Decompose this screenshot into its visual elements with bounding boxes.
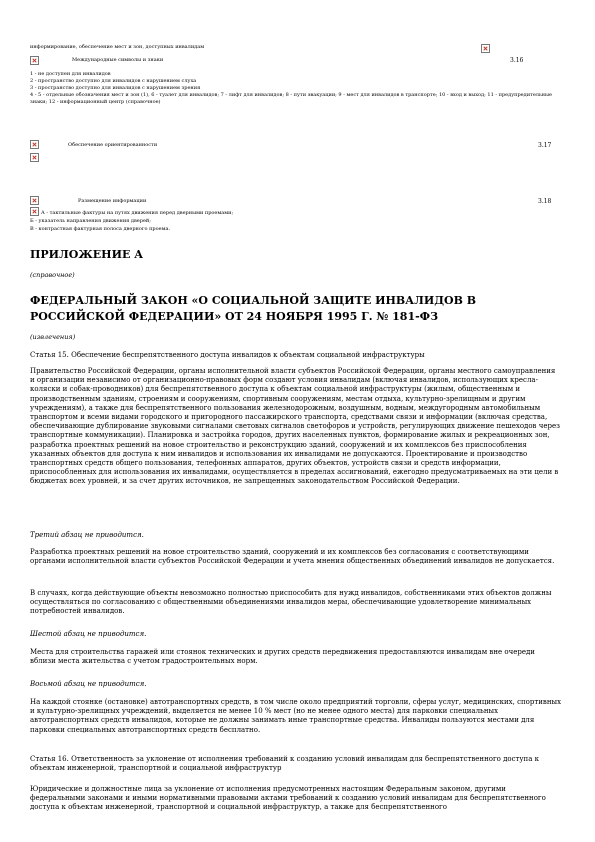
figure-number: 3.17 [538, 142, 552, 149]
legend-line: Б - указатель направления движения дверей; [30, 218, 151, 224]
paragraph-note: Шестой абзац не приводится. [30, 630, 147, 638]
paragraph-note: Восьмой абзац не приводится. [30, 680, 147, 688]
paragraph: Правительство Российской Федерации, органы исполнительной власти субъектов Российской Федерации, органы местного самоуправления и организации независимо от организационно-правовых форм создают условия инвалидам (включая инвалидов, использующих кресла-коляски и собак-проводников) для беспрепятственного доступа к объектам социальной инфраструктуры (жилым, общественным и производственным зданиям, строениям и сооружениям, спортивным сооружениям, местам отдыха, культурно-зрелищным и другим учреждениям), а также для беспрепятственного пользования железнодорожным, воздушным, водным, междугородным автомобильным транспортом и всеми видами городского и пригородного пассажирского транспорта, средствами связи и информации (включая средства, обеспечивающие дублирование звуковыми сигналами световых сигналов светофоров и устройств, регулирующих движение пешеходов через транспортные коммуникации). Планировка и застройка городов, других населенных пунктов, формирование жилых и рекреационных зон, разработка проектных решений на новое строительство и реконструкцию зданий, сооружений и их комплексов без приспособления указанных объектов для доступа к ним инвалидов и использования их инвалидами не допускаются. Проектирование и производство транспортных средств общего пользования, телефонных аппаратов, других объектов, устройств связи и средств информации, приспособленных для использования их инвалидами, осуществляется в пределах ассигнований, ежегодно предусматриваемых на эти цели в бюджетах всех уровней, и за счет других источников, не запрещенных законодательством Российской Федерации. [30, 367, 560, 486]
paragraph: Разработка проектных решений на новое строительство зданий, сооружений и их комплексов без согласования с соответствующими органами исполнительной власти субъектов Российской Федерации и учета мнения общественных объединений инвалидов не допускается. [30, 548, 555, 566]
broken-image-icon [30, 196, 39, 205]
broken-image-icon [30, 140, 39, 149]
legend-line: А - тактильные фактуры на путях движения перед дверными проемами; [41, 210, 234, 216]
law-title: ФЕДЕРАЛЬНЫЙ ЗАКОН «О СОЦИАЛЬНОЙ ЗАЩИТЕ ИНВАЛИДОВ В РОССИЙСКОЙ ФЕДЕРАЦИИ» ОТ 24 НОЯБРЯ 1995 Г. № 181-ФЗ [30, 294, 477, 323]
paragraph-note: Третий абзац не приводится. [30, 531, 144, 539]
broken-image-icon [30, 56, 39, 65]
appendix-subtitle: (справочное) [30, 271, 75, 279]
figure-caption: Обеспечение ориентированности [68, 142, 158, 148]
legend-line: 1 - не доступен для инвалидов [30, 71, 111, 77]
paragraph: Юридические и должностные лица за уклонение от исполнения предусмотренных настоящим Федеральным законом, другими федеральными законами и иными нормативными правовыми актами требований к созданию условий инвалидам для беспрепятственного доступа к объектам инженерной, транспортной и социальной инфраструктур, а также для беспрепятственного [30, 785, 546, 812]
figure-caption: Размещение информации [78, 198, 147, 204]
figure-caption: Международные символы и знаки [72, 57, 164, 63]
legend-line: 2 - пространство доступно для инвалидов с нарушением слуха [30, 78, 197, 84]
appendix-title: ПРИЛОЖЕНИЕ А [30, 248, 144, 261]
excerpt-note: (извлечения) [30, 333, 76, 341]
article-heading: Статья 15. Обеспечение беспрепятственного доступа инвалидов к объектам социальной инфраструктуры [30, 351, 425, 359]
figure-number: 3.18 [538, 198, 552, 205]
legend-line: 4 - 5 - отдельные обозначения мест и зон (1), 6 - туалет для инвалидов; 7 - лифт для инвалидов; 8 - пути эвакуации; 9 - мест для инвалидов в транспорте; 10 - вход и выход; 11 - предупредительные знаки; 12 - информационный центр (справочное) [30, 92, 552, 105]
legend-line: 3 - пространство доступно для инвалидов с нарушением зрения [30, 85, 201, 91]
header-line: информирование, обеспечение мест и зон, доступных инвалидам [30, 44, 205, 50]
legend-line: В - контрастная фактурная полоса дверного проема. [30, 226, 171, 232]
broken-image-icon [30, 153, 39, 162]
paragraph: На каждой стоянке (остановке) автотранспортных средств, в том числе около предприятий торговли, сферы услуг, медицинских, спортивных и культурно-зрелищных учреждений, выделяется не менее 10 % мест (но не менее одного места) для парковки специальных автотранспортных средств инвалидов, которые не должны занимать иные транспортные средства. Инвалиды пользуются местами для парковки специальных автотранспортных средств бесплатно. [30, 698, 562, 734]
paragraph: Места для строительства гаражей или стоянок технических и других средств передвижения предоставляются инвалидам вне очереди вблизи места жительства с учетом градостроительных норм. [30, 648, 535, 666]
article-heading: Статья 16. Ответственность за уклонение от исполнения требований к созданию условий инвалидам для беспрепятственного доступа к объектам инженерной, транспортной и социальной инфраструктур [30, 755, 539, 773]
figure-number: 3.16 [510, 57, 524, 64]
paragraph: В случаях, когда действующие объекты невозможно полностью приспособить для нужд инвалидов, собственниками этих объектов должны осуществляться по согласованию с общественными объединениями инвалидов меры, обеспечивающие удовлетворение минимальных потребностей инвалидов. [30, 589, 552, 616]
broken-image-icon [30, 207, 39, 216]
broken-image-icon [481, 44, 490, 53]
